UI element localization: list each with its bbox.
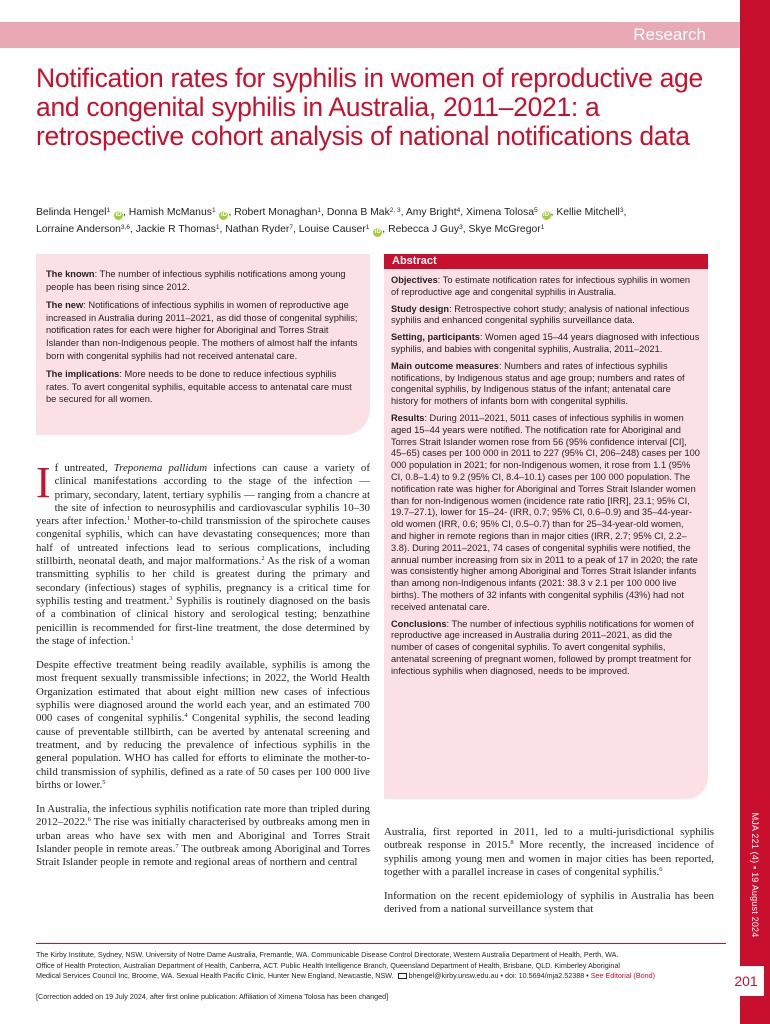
author-name: Skye McGregor [468,224,541,235]
author-name: Robert Monaghan [234,207,318,218]
author-name: Amy Bright [405,207,457,218]
author-list: Belinda Hengel$^1$ iD , Hamish McManus$^1$ iD , Robert Monaghan$^1$, Donna B Mak$^{2, 3}$, Amy Bright$^4$, Ximena Tolosa$^5$ iD , Kellie Mitchell$^3$, Lorraine Anderson$^{3,6}$, Jackie R Thomas$^1$, Nathan Ryder$^7$, Louise Causer$^1$ iD , Rebecca J Guy$^3$, Skye McGregor$^1$ [36,207,627,235]
journal-issue-label: MJA 221 (4) ▪ 19 August 2024 [750,812,760,938]
author-name: Louise Causer [298,224,366,235]
affiliation-line-1: The Kirby Institute, Sydney, NSW. University of Notre Dame Australia, Fremantle, WA. Communicable Disease Control Directorate, Western Australia Department of Health, Perth, WA. [36,950,619,959]
key-points-box [36,254,370,435]
editorial-link[interactable]: See Editorial (Bond) [590,971,656,981]
body-column-left [36,458,370,881]
abstract-section: Conclusions: The number of infectious syphilis notifications for women of reproductive age increased in Australia during 2011–2021, as did the number of cases of congenital syphilis. To avert congenital syphilis, antenatal screening of pregnant women, followed by prompt treatment for infectious syphilis when diagnosed, needs to be improved. [391,618,694,676]
author-affiliation: 3 [619,207,624,214]
abstract-section: Objectives: To estimate notification rates for infectious syphilis in women of reproductive age and congenital syphilis in Australia. [391,275,691,297]
abstract-body [384,269,708,678]
author-affiliation: 1 [211,207,216,214]
author-affiliation: 1 [540,224,545,231]
author-affiliation: 5 [534,207,538,214]
key-implications: The implications: More needs to be done to reduce infectious syphilis rates. To avert congenital syphilis, equitable access to antenatal care must be secured for all women. [46,369,352,405]
drop-cap: I [36,458,51,507]
author-affiliation: 3 [459,224,463,231]
author-name: Nathan Ryder [225,224,290,235]
author-affiliation: 4 [456,207,461,214]
key-known: The known: The number of infectious syphilis notifications among young people has been rising since 2012. [46,269,346,292]
correction-note: [Correction added on 19 July 2024, after first online publication: Affiliation of Ximena Tolosa has been changed] [36,992,389,1001]
author-affiliation: 1 [106,207,111,214]
email-link[interactable]: bhengel@kirby.unsw.edu.au [408,971,499,981]
body-column-right [384,826,714,928]
abstract-section: Setting, participants: Women aged 15–44 years diagnosed with infectious syphilis, and babies with congenital syphilis, Australia, 2011–2021. [391,332,700,354]
abstract-heading: Abstract [384,254,708,269]
orcid-icon[interactable]: iD [115,212,122,218]
abstract-box [384,254,708,799]
author-affiliation: 2, 3 [389,207,401,214]
orcid-icon[interactable]: iD [543,212,550,218]
footnote-divider [36,943,726,944]
doi: • doi: 10.5694/mja2.52388 • [500,971,589,981]
affiliation-line-2: Office of Health Protection, Australian Department of Health, Canberra, ACT. Public Health Intelligence Branch, Queensland Department of Health, Brisbane, QLD. Kimberley Aboriginal [36,960,620,970]
email-icon [398,973,407,979]
affiliation-line-3: Medical Services Council Inc, Broome, WA. Sexual Health Pacific Clinic, Hunter New England, Newcastle, NSW. bhengel@kirby.unsw.edu.au • doi: 10.5694/mja2.52388 • See Editorial (Bond) [36,971,656,981]
abstract-section: Results: During 2011–2021, 5011 cases of infectious syphilis in women aged 15–44 years were notified. The notification rate for Aboriginal and Torres Strait Islander women rose from 56 (95% confidence interval [CI], 45–65) cases per 100 000 in 2011 to 227 (95% CI, 206–248) cases per 100 000 population in 2021; for non-Indigenous women, it rose from 1.1 (95% CI, 0.8–1.4) to 9.2 (95% CI, 8.4–10.1) cases per 100 000 population. The notification rate was higher for Aboriginal and Torres Strait Islander women than for non-Indigenous women (incidence rate ratio [IRR], 23.1; 95% CI, 19.7–27.1), lower for 15–24- (IRR, 0.7; 95% CI, 0.6–0.9) and 35–44-year-old women (IRR, 0.6; 95% CI, 0.5–0.7) than for 25–34-year-old women, and higher in remote regions than in major cities (IRR, 2.7; 95% CI, 2.2–3.8). During 2011–2021, 74 cases of congenital syphilis were notified, the annual number increasing from six in 2011 to a peak of 17 in 2020; the rate was consistently higher among Aboriginal and Torres Strait Islander infants than among non-Indigenous infants (2021: 38.3 v 2.1 per 100 000 live births). The mothers of 32 infants with congenital syphilis (43%) had not received antenatal care. [391,412,700,612]
author-name: Donna B Mak [326,207,390,218]
abstract-section: Main outcome measures: Numbers and rates of infectious syphilis notifications, by Indigenous status and age group; numbers and rates of congenital syphilis, by Indigenous status of the infant; antenatal care history for mothers of infants born with congenital syphilis. [391,360,685,407]
orcid-icon[interactable]: iD [374,229,381,235]
author-name: Kellie Mitchell [556,207,620,218]
body-paragraph-3: In Australia, the infectious syphilis notification rate more than tripled during 2012–2022.$^6$ The rise was initially characterised by outbreaks among men in urban areas who have sex with men and Aboriginal and Torres Strait Islander people in remote areas.$^7$ The outbreak among Aboriginal and Torres Strait Islander people in remote and regional areas of northern and central [36,803,370,869]
page-number: 201 [728,966,764,996]
author-affiliation: 7 [289,224,293,231]
author-affiliation: 1 [365,224,370,231]
author-name: Lorraine Anderson [36,224,121,235]
abstract-section: Study design: Retrospective cohort study; analysis of national infectious syphilis and enhanced congenital syphilis surveillance data. [391,303,690,326]
body-paragraph-1: If untreated, Treponema pallidum infections can cause a variety of clinical manifestations according to the stage of the infection — primary, secondary, latent, tertiary syphilis — ranging from a chancre at the site of infection to neurosyphilis and cardiovascular syphilis 10–30 years after infection.$^1$ Mother-to-child transmission of the spirochete causes congenital syphilis, which can have devastating consequences; more than half of untreated infections lead to serious complications, including stillbirth, neonatal death, and major malformations.$^2$ As the risk of a woman transmitting syphilis to her child is greatest during the primary and secondary (infectious) stages of syphilis, pregnancy is a critical time for syphilis testing and treatment.$^3$ Syphilis is routinely diagnosed on the basis of a combination of clinical history and serological testing; benzathine penicillin is recommended for first-line treatment, the dose determined by the stage of infection.$^1$ [36,458,370,647]
orcid-icon[interactable]: iD [220,212,227,218]
author-affiliation: 1 [317,207,322,214]
author-name: Hamish McManus [128,207,212,218]
author-name: Belinda Hengel [36,207,107,218]
article-title: Notification rates for syphilis in women of reproductive age and congenital syphilis in Australia, 2011–2021: a retrospective cohort analysis of national notifications data [36,63,703,151]
section-banner [0,22,740,48]
section-label: Research [633,25,706,44]
author-affiliation: 3,6 [120,224,130,231]
author-name: Rebecca J Guy [388,224,460,235]
author-affiliation: 1 [215,224,220,231]
body-paragraph-5: Information on the recent epidemiology of syphilis in Australia has been derived from a national surveillance system that [384,890,714,916]
body-paragraph-4: Australia, first reported in 2011, led to a multi-jurisdictional syphilis outbreak response in 2015.$^8$ More recently, the increased incidence of syphilis among young men and women in major cities has been reported, together with a parallel increase in cases of congenital syphilis.$^6$ [384,826,714,878]
affiliations-footnote [36,950,726,982]
author-name: Ximena Tolosa [466,207,535,218]
author-name: Jackie R Thomas [135,224,216,235]
key-new: The new: Notifications of infectious syphilis in women of reproductive age increased in Australia during 2011–2021, as did those of congenital syphilis; notification rates for each were higher for Aboriginal and Torres Strait Islander than non-Indigenous people. The mothers of almost half the infants born with congenital syphilis had not received antenatal care. [46,300,358,361]
body-paragraph-2: Despite effective treatment being readily available, syphilis is among the most frequent sexually transmissible infections; in 2022, the World Health Organization estimated that about eight million new cases of infectious syphilis were diagnosed around the world each year, and an estimated 700 000 cases of congenital syphilis.$^4$ Congenital syphilis, the second leading cause of preventable stillbirth, can be averted by antenatal screening and treatment, and by reducing the prevalence of infectious syphilis in the general population. WHO has called for efforts to eliminate the mother-to-child transmission of syphilis, defined as a rate of 50 cases per 100 000 live births or lower.$^5$ [36,659,370,791]
